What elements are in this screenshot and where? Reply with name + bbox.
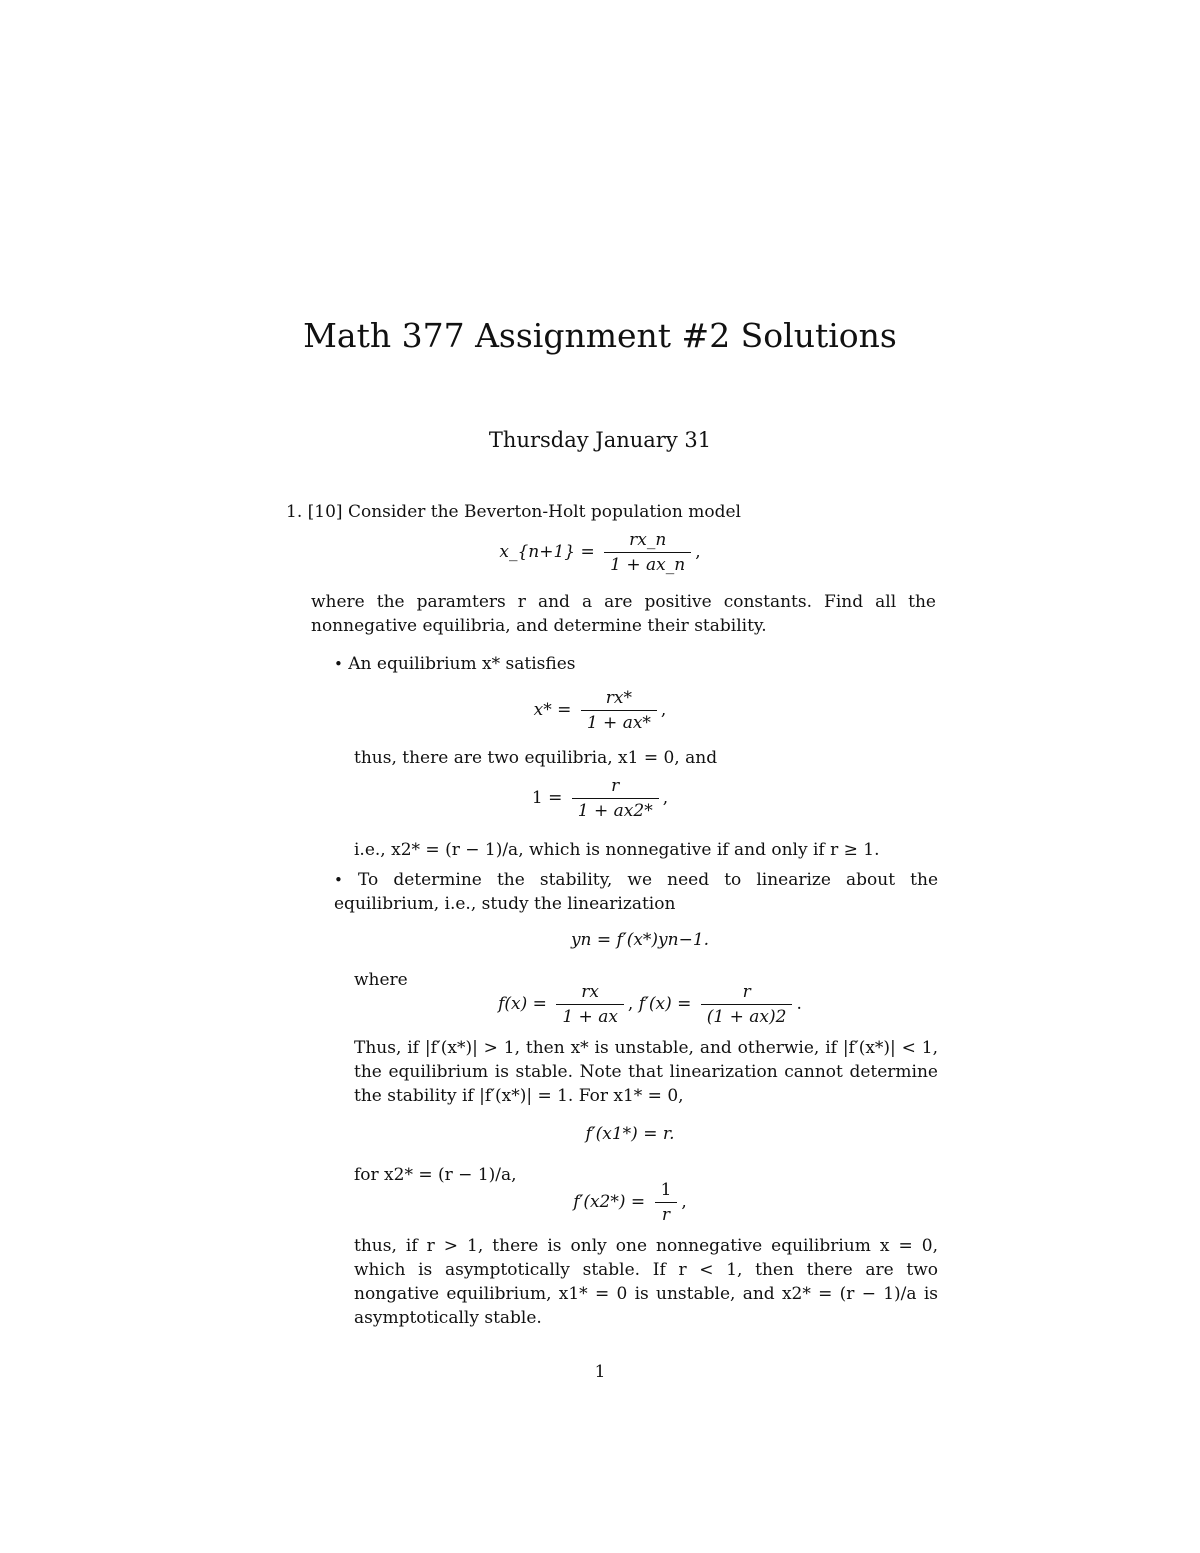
f1-formula: f′(x1*) = r. <box>585 1124 675 1144</box>
bullet-2-marker: • <box>334 871 343 889</box>
f2-numerator: 1 <box>655 1180 678 1203</box>
f-denominator: 1 + ax <box>562 1007 618 1027</box>
f-numerator: rx <box>556 982 624 1005</box>
linearization-equation <box>40 930 1200 950</box>
bullet-1-lead <box>334 652 575 676</box>
bullet-1-text: An equilibrium x* satisfies <box>348 654 576 674</box>
first-derivative-value <box>30 1124 1200 1144</box>
problem-points: [10] <box>307 502 343 522</box>
fp-fraction <box>701 982 793 1027</box>
model-numerator: rx_n <box>604 530 691 553</box>
bullet-2-lead <box>334 868 938 916</box>
function-definitions: f(x) = $\frac{rx}{1 + ax}$ , f′(x) = $\frac{r}{(1 + ax)2}$ . <box>498 982 802 1027</box>
linearization-formula: yn = f′(x*)yn−1. <box>570 930 710 950</box>
fp-lhs: f′(x) = <box>638 994 692 1014</box>
fp-numerator: r <box>701 982 793 1005</box>
eq-fraction <box>581 688 657 733</box>
assignment-date: Thursday January 31 <box>488 428 712 452</box>
eq2-lhs: 1 = <box>531 788 563 808</box>
f2-lhs: f′(x2*) = <box>573 1192 646 1212</box>
stability-criteria: Thus, if |f′(x*)| > 1, then x* is unstable, and otherwie, if |f′(x*)| < 1, the equilibrium is stable. Note that linearization cannot determine the stability if |f′(x*)| = 1. For x1* = 0, <box>354 1038 938 1106</box>
eq-denominator: 1 + ax* <box>586 713 651 733</box>
problem-intro: Consider the Beverton-Holt population model <box>347 502 741 522</box>
equilibrium-equation: x* = $\frac{rx*}{1 + ax*}$ , <box>533 688 667 733</box>
eq2-denominator: 1 + ax2* <box>577 801 653 821</box>
model-fraction <box>604 530 691 575</box>
fp-denominator: (1 + ax)2 <box>706 1007 787 1027</box>
eq-numerator: rx* <box>581 688 657 711</box>
conclusion: thus, if r > 1, there is only one nonnegative equilibrium x = 0, which is asymptotically stable. If r < 1, then there are two nongative equilibrium, x1* = 0 is unstable, and x2* = (r − 1)/a is asymptotically stable. <box>354 1236 938 1328</box>
eq2-fraction <box>572 776 659 821</box>
problem-number: 1. <box>286 502 303 522</box>
problem-header <box>286 500 741 524</box>
model-equation: x_{n+1} = $\frac{rx\_n}{1 + ax\_n}$ , <box>499 530 701 575</box>
f-fraction <box>556 982 624 1027</box>
two-equilibria-text: thus, there are two equilibria, x1 = 0, and <box>354 748 718 768</box>
f-lhs: f(x) = <box>498 994 547 1014</box>
second-derivative-value: f′(x2*) = $\frac{1}{r}$ , <box>573 1180 687 1225</box>
f2-fraction <box>655 1180 678 1225</box>
second-equilibrium-equation: 1 = $\frac{r}{1 + ax2*}$ , <box>531 776 669 821</box>
nonnegative-condition: i.e., x2* = (r − 1)/a, which is nonnegative if and only if r ≥ 1. <box>354 840 880 860</box>
bullet-2-text: To determine the stability, we need to linearize about the equilibrium, i.e., study the linearization <box>334 870 939 914</box>
model-denominator: 1 + ax_n <box>610 555 686 575</box>
where-label: where <box>354 970 408 990</box>
for-x2-text: for x2* = (r − 1)/a, <box>354 1165 517 1185</box>
model-lhs: x_{n+1} = <box>499 542 595 562</box>
page-title: Math 377 Assignment #2 Solutions <box>303 316 897 355</box>
f2-denominator: r <box>661 1205 671 1225</box>
eq-lhs: x* = <box>533 700 572 720</box>
page-number: 1 <box>594 1362 606 1382</box>
eq2-numerator: r <box>572 776 659 799</box>
bullet-1-marker: • <box>334 655 343 673</box>
problem-statement: where the paramters r and a are positive constants. Find all the nonnegative equilibria, and determine their stability. <box>311 592 936 636</box>
